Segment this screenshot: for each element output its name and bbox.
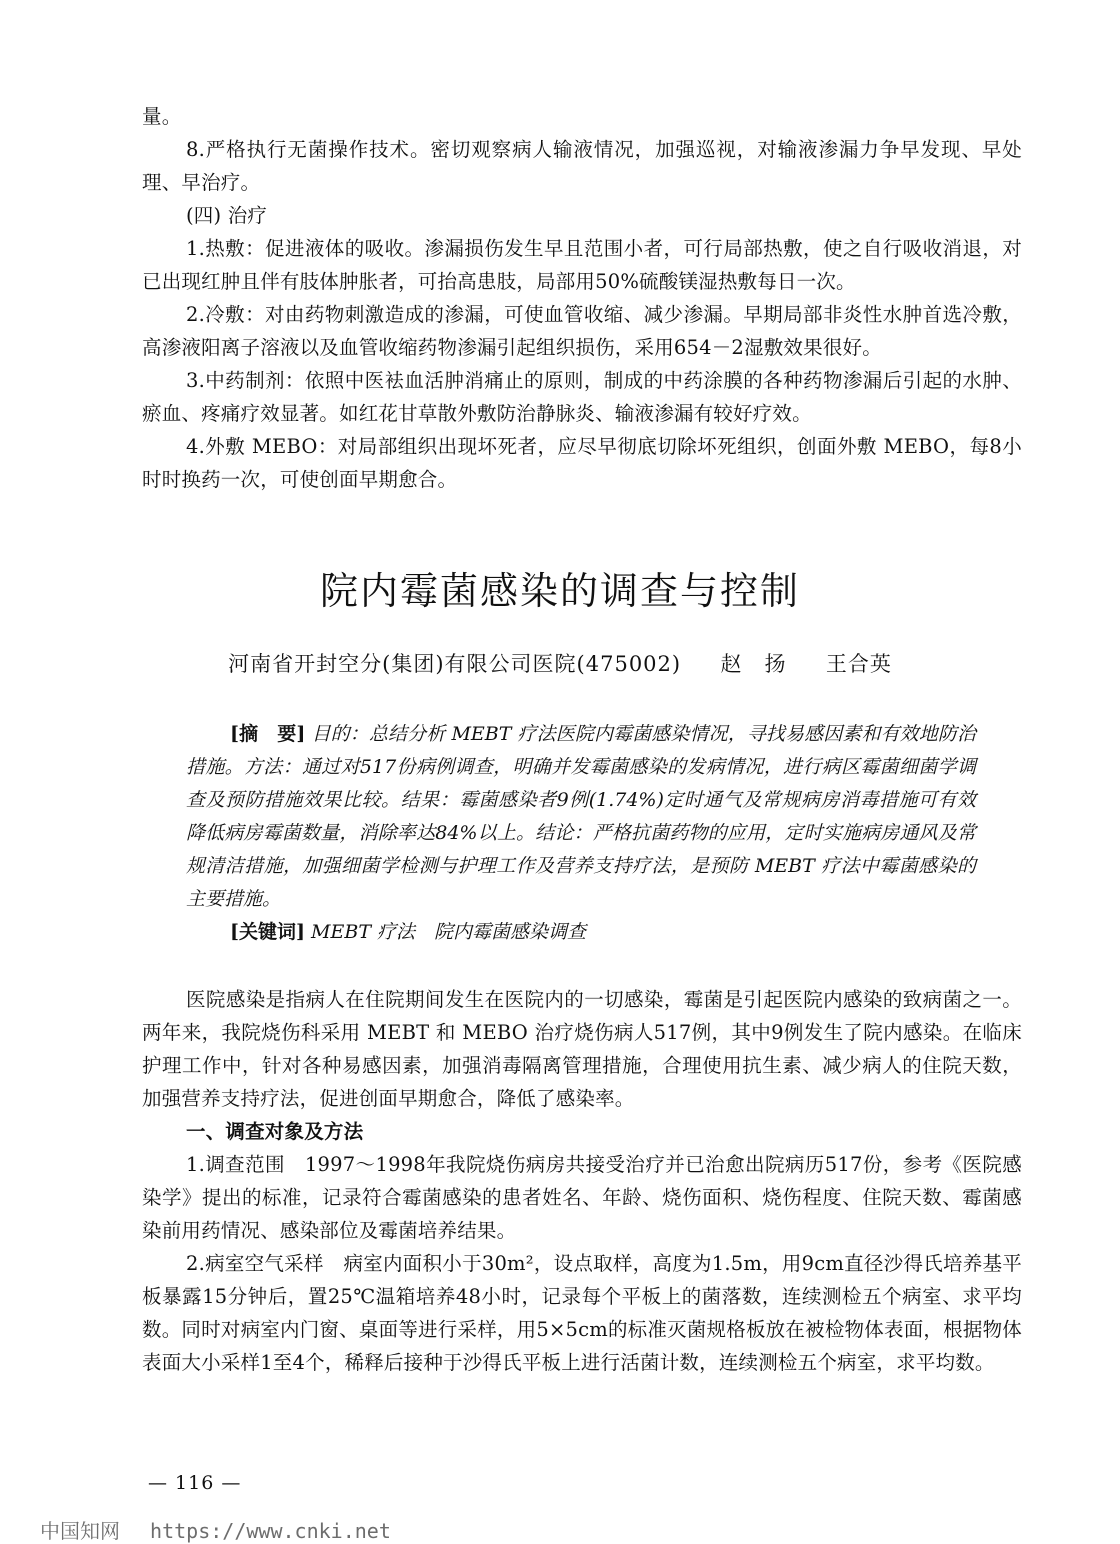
section-heading-treatment: (四) 治疗 — [186, 204, 268, 227]
section-heading: 一、调查对象及方法 — [186, 1120, 364, 1143]
affiliation: 河南省开封空分(集团)有限公司医院(475002) — [228, 652, 682, 676]
keywords — [186, 916, 976, 949]
watermark-site-name: 中国知网 — [40, 1519, 120, 1543]
paragraph-cold-compress: 2.冷敷：对由药物刺激造成的渗漏，可使血管收缩、减少渗漏。早期局部非炎性水肿首选冷敷，高渗液阳离子溶液以及血管收缩药物渗漏引起组织损伤，采用654－2湿敷效果很好。 — [142, 303, 1022, 359]
keywords-text: MEBT 疗法 院内霉菌感染调查 — [311, 921, 587, 943]
author-line — [0, 648, 1120, 678]
paragraph-item-8: 8.严格执行无菌操作技术。密切观察病人输液情况，加强巡视，对输液渗漏力争早发现、早处理、早治疗。 — [142, 138, 1022, 194]
abstract — [186, 718, 976, 916]
paragraph-survey-scope: 1.调查范围 1997～1998年我院烧伤病房共接受治疗并已治愈出院病历517份，参考《医院感染学》提出的标准，记录符合霉菌感染的患者姓名、年龄、烧伤面积、烧伤程度、住院天数、霉菌感染前用药情况、感染部位及霉菌培养结果。 — [142, 1153, 1022, 1242]
paragraph-herbal: 3.中药制剂：依照中医袪血活肿消痛止的原则，制成的中药涂膜的各种药物渗漏后引起的水肿、瘀血、疼痛疗效显著。如红花甘草散外敷防治静脉炎、输液渗漏有较好疗效。 — [142, 369, 1022, 425]
keywords-tag: [关键词] — [230, 921, 305, 943]
author-name: 赵 扬 — [720, 652, 787, 676]
paragraph-air-sampling: 2.病室空气采样 病室内面积小于30m²，设点取样，高度为1.5m，用9cm直径沙得氏培养基平板暴露15分钟后，置25℃温箱培养48小时，记录每个平板上的菌落数，连续测检五个病室、求平均数。同时对病室内门窗、桌面等进行采样，用5×5cm的标准灭菌规格板放在被检物体表面，根据物体表面大小采样1至4个，稀释后接种于沙得氏平板上进行活菌计数，连续测检五个病室，求平均数。 — [142, 1252, 1022, 1374]
watermark — [40, 1515, 391, 1544]
paragraph-mebo: 4.外敷 MEBO：对局部组织出现坏死者，应尽早彻底切除坏死组织，创面外敷 MEBO，每8小时时换药一次，可使创面早期愈合。 — [142, 435, 1022, 491]
paragraph-hot-compress: 1.热敷：促进液体的吸收。渗漏损伤发生早且范围小者，可行局部热敷，使之自行吸收消退，对已出现红肿且伴有肢体肿胀者，可抬高患肢，局部用50%硫酸镁湿热敷每日一次。 — [142, 237, 1022, 293]
author-name: 王合英 — [825, 652, 892, 676]
watermark-url: https://www.cnki.net — [150, 1519, 391, 1543]
abstract-tag: [摘 要] — [230, 723, 306, 745]
page-number: — 116 — — [148, 1472, 242, 1494]
paragraph-continuation: 量。 — [142, 105, 182, 128]
body-intro: 医院感染是指病人在住院期间发生在医院内的一切感染，霉菌是引起医院内感染的致病菌之一。两年来，我院烧伤科采用 MEBT 和 MEBO 治疗烧伤病人517例，其中9例发生了院内感染。在临床护理工作中，针对各种易感因素，加强消毒隔离管理措施，合理使用抗生素、减少病人的住院天数，加强营养支持疗法，促进创面早期愈合，降低了感染率。 — [142, 988, 1022, 1110]
abstract-text: 目的：总结分析 MEBT 疗法医院内霉菌感染情况，寻找易感因素和有效地防治措施。方法：通过对517份病例调查，明确并发霉菌感染的发病情况，进行病区霉菌细菌学调查及预防措施效果比较。结果：霉菌感染者9例(1.74%)定时通气及常规病房消毒措施可有效降低病房霉菌数量，消除率达84%以上。结论：严格抗菌药物的应用，定时实施病房通风及常规清洁措施，加强细菌学检测与护理工作及营养支持疗法，是预防 MEBT 疗法中霉菌感染的主要措施。 — [186, 723, 976, 910]
article-title: 院内霉菌感染的调查与控制 — [319, 569, 800, 613]
